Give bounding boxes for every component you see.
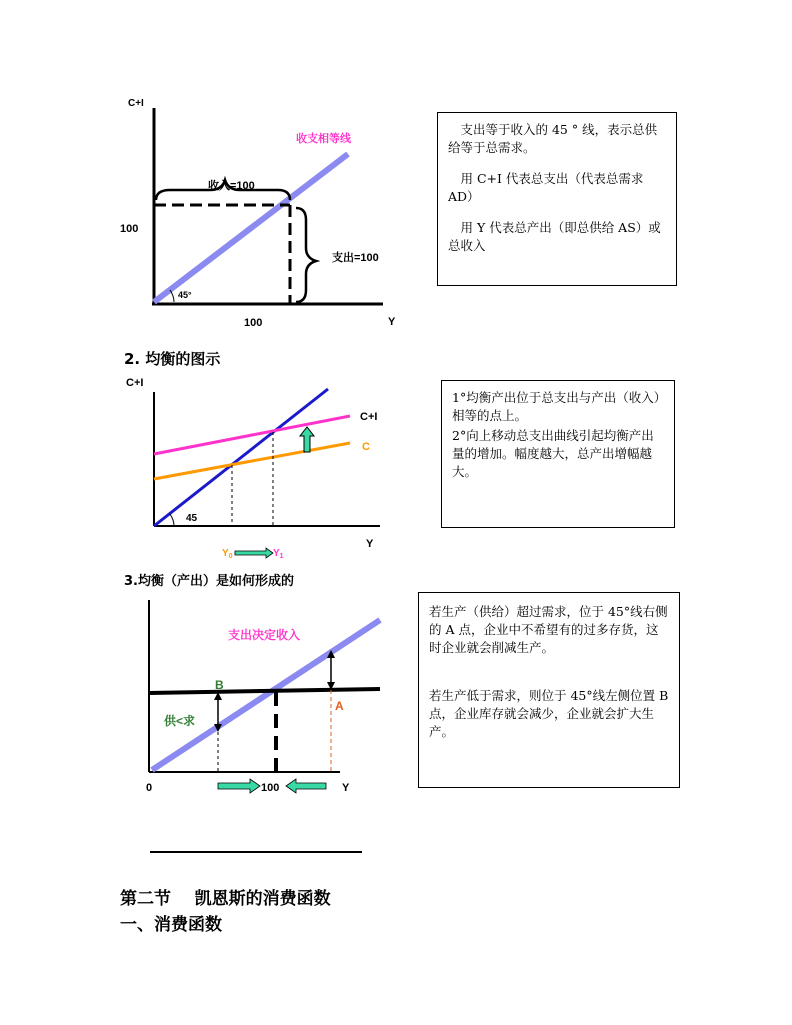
line-45 — [152, 620, 380, 770]
angle-label: 45° — [178, 290, 192, 300]
ci-label: C+I — [360, 411, 378, 423]
y-axis-label: C+I — [128, 98, 144, 109]
equal-line — [154, 154, 348, 302]
angle-arc — [170, 514, 174, 526]
note-1-p2: 用 C+I 代表总支出（代表总需求 AD） — [448, 171, 644, 204]
note-box-1 — [437, 112, 677, 286]
y0-letter: Y — [222, 548, 229, 559]
spending-brace — [296, 208, 316, 302]
y1-label — [273, 548, 284, 560]
supply-label: 供<求 — [164, 714, 196, 728]
x-axis-label: Y — [366, 538, 374, 550]
b-label: B — [215, 678, 224, 692]
a-label: A — [335, 699, 344, 713]
up-arrow-icon — [300, 427, 314, 452]
angle-label: 45 — [186, 513, 198, 524]
y-axis-label: C+I — [126, 377, 144, 389]
line-45 — [154, 389, 328, 526]
section-3-heading: 3.均衡（产出）是如何形成的 — [124, 574, 294, 589]
supply-line — [149, 689, 380, 693]
line-label: 支出决定收入 — [228, 628, 301, 642]
spending-label: 支出=100 — [332, 252, 379, 264]
chapter-subtitle: 一、消费函数 — [120, 915, 222, 935]
diagram-equilibrium — [118, 370, 388, 560]
income-label: 收入=100 — [208, 180, 255, 192]
origin-label: 0 — [146, 782, 153, 794]
y-tick-100: 100 — [120, 223, 139, 235]
diagram-income-expenditure — [110, 90, 410, 335]
diagram-adjustment — [140, 598, 390, 798]
left-arrow-icon — [286, 779, 326, 793]
note-1-p3: 用 Y 代表总产出（即总供给 AS）或总收入 — [448, 220, 661, 253]
c-label: C — [362, 441, 370, 453]
x-tick-100: 100 — [244, 317, 263, 329]
x-axis-label: Y — [388, 316, 396, 328]
note-3-p2: 若生产低于需求，则位于 45°线左侧位置 B 点，企业库存就会减少，企业就会扩大生产。 — [429, 688, 669, 739]
note-3-p1: 若生产（供给）超过需求，位于 45°线右侧的 A 点，企业中不希望有的过多存货，这时企业就会削减生产。 — [429, 604, 668, 655]
footnote-separator — [150, 851, 362, 853]
right-arrow-icon — [218, 779, 260, 793]
y1-letter: Y — [273, 548, 280, 559]
chapter-title: 第二节 凯恩斯的消费函数 — [120, 889, 331, 909]
x-axis-label: Y — [342, 782, 350, 794]
section-2-heading: 2. 均衡的图示 — [124, 350, 221, 368]
equal-line-label: 收支相等线 — [296, 133, 351, 145]
y0-subscript: 0 — [228, 553, 233, 560]
right-arrow-icon — [235, 548, 273, 558]
note-2-p2: 2°向上移动总支出曲线引起均衡产出量的增加。幅度越大，总产出增幅越大。 — [452, 428, 654, 479]
note-box-3 — [418, 592, 680, 788]
note-box-2 — [441, 380, 675, 528]
note-1-p1: 支出等于收入的 45 ° 线，表示总供给等于总需求。 — [448, 122, 658, 155]
y1-subscript: 1 — [279, 553, 284, 560]
x-tick-100: 100 — [261, 782, 280, 794]
note-2-p1: 1°均衡产出位于总支出与产出（收入）相等的点上。 — [452, 390, 660, 423]
y0-label — [222, 548, 233, 560]
